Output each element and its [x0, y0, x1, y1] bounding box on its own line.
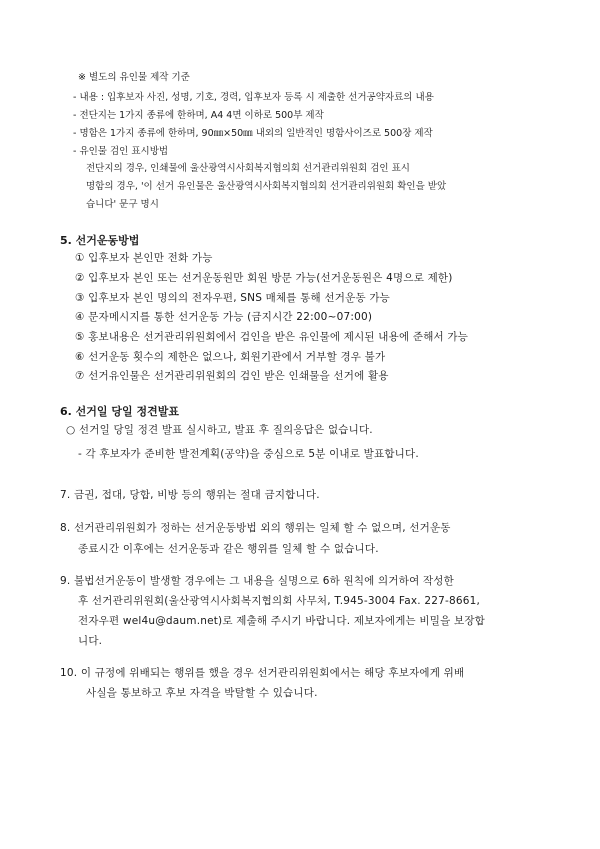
- section5-item-4: ④ 문자메시지를 통한 선거운동 가능 (금지시간 22:00~07:00): [75, 311, 373, 323]
- notice-item-card-stamp: 명함의 경우, '이 선거 유인물은 울산광역시사회복지협의회 선거관리위원회 확인을 받았: [86, 181, 447, 192]
- section5-item-7: ⑦ 선거유인물은 선거관리위원회의 검인 받은 인쇄물을 선거에 활용: [75, 370, 389, 382]
- section9-line-2: 후 선거관리위원회(울산광역시사회복지협의회 사무처, T.945-3004 Fax. 227-8661,: [78, 595, 481, 607]
- section5-item-1: ① 입후보자 본인만 전화 가능: [75, 252, 213, 264]
- section5-title: 5. 선거운동방법: [60, 234, 140, 247]
- section5-item-2: ② 입후보자 본인 또는 선거운동원만 회원 방문 가능(선거운동원은 4명으로 제한): [75, 272, 453, 284]
- notice-item-content: - 내용 : 입후보자 사진, 성명, 기호, 경력, 입후보자 등록 시 제출한 선거공약자료의 내용: [73, 92, 434, 103]
- notice-title: ※ 별도의 유인물 제작 기준: [78, 72, 190, 83]
- section9-line-3: 전자우편 wel4u@daum.net)로 제출해 주시기 바랍니다. 제보자에게는 비밀을 보장합: [78, 615, 486, 627]
- section7-text: 7. 금권, 접대, 당합, 비방 등의 행위는 절대 금지합니다.: [60, 489, 320, 501]
- section6-title: 6. 선거일 당일 정견발표: [60, 405, 179, 418]
- notice-item-card: - 명함은 1가지 종류에 한하며, 90㎜×50㎜ 내외의 일반적인 명함사이즈로 500장 제작: [73, 128, 433, 139]
- notice-item-card-stamp-cont: 습니다' 문구 명시: [86, 199, 159, 210]
- section9-line-1: 9. 불법선거운동이 발생할 경우에는 그 내용을 실명으로 6하 원칙에 의거하여 작성한: [60, 575, 454, 587]
- notice-item-flyer-stamp: 전단지의 경우, 인쇄물에 울산광역시사회복지협의회 선거관리위원회 검인 표시: [86, 163, 410, 174]
- section10-line-1: 10. 이 규정에 위배되는 행위를 했을 경우 선거관리위원회에서는 해당 후보자에게 위배: [60, 667, 465, 679]
- section5-item-6: ⑥ 선거운동 횟수의 제한은 없으나, 회원기관에서 거부할 경우 불가: [75, 351, 386, 363]
- section6-line-1: ○ 선거일 당일 정견 발표 실시하고, 발표 후 질의응답은 없습니다.: [66, 424, 373, 436]
- section8-line-2: 종료시간 이후에는 선거운동과 같은 행위를 일체 할 수 없습니다.: [78, 543, 379, 555]
- section9-line-4: 니다.: [78, 635, 103, 647]
- notice-item-stamp-method: - 유인물 검인 표시방법: [73, 146, 169, 157]
- section5-item-5: ⑤ 홍보내용은 선거관리위원회에서 검인을 받은 유인물에 제시된 내용에 준해서 가능: [75, 331, 469, 343]
- section8-line-1: 8. 선거관리위원회가 정하는 선거운동방법 외의 행위는 일체 할 수 없으며, 선거운동: [60, 522, 451, 534]
- notice-item-flyer: - 전단지는 1가지 종류에 한하며, A4 4면 이하로 500부 제작: [73, 110, 324, 121]
- section6-line-2: - 각 후보자가 준비한 발전계획(공약)을 중심으로 5분 이내로 발표합니다.: [78, 448, 419, 460]
- section5-item-3: ③ 입후보자 본인 명의의 전자우편, SNS 매체를 통해 선거운동 가능: [75, 292, 391, 304]
- section10-line-2: 사실을 통보하고 후보 자격을 박탈할 수 있습니다.: [86, 687, 318, 699]
